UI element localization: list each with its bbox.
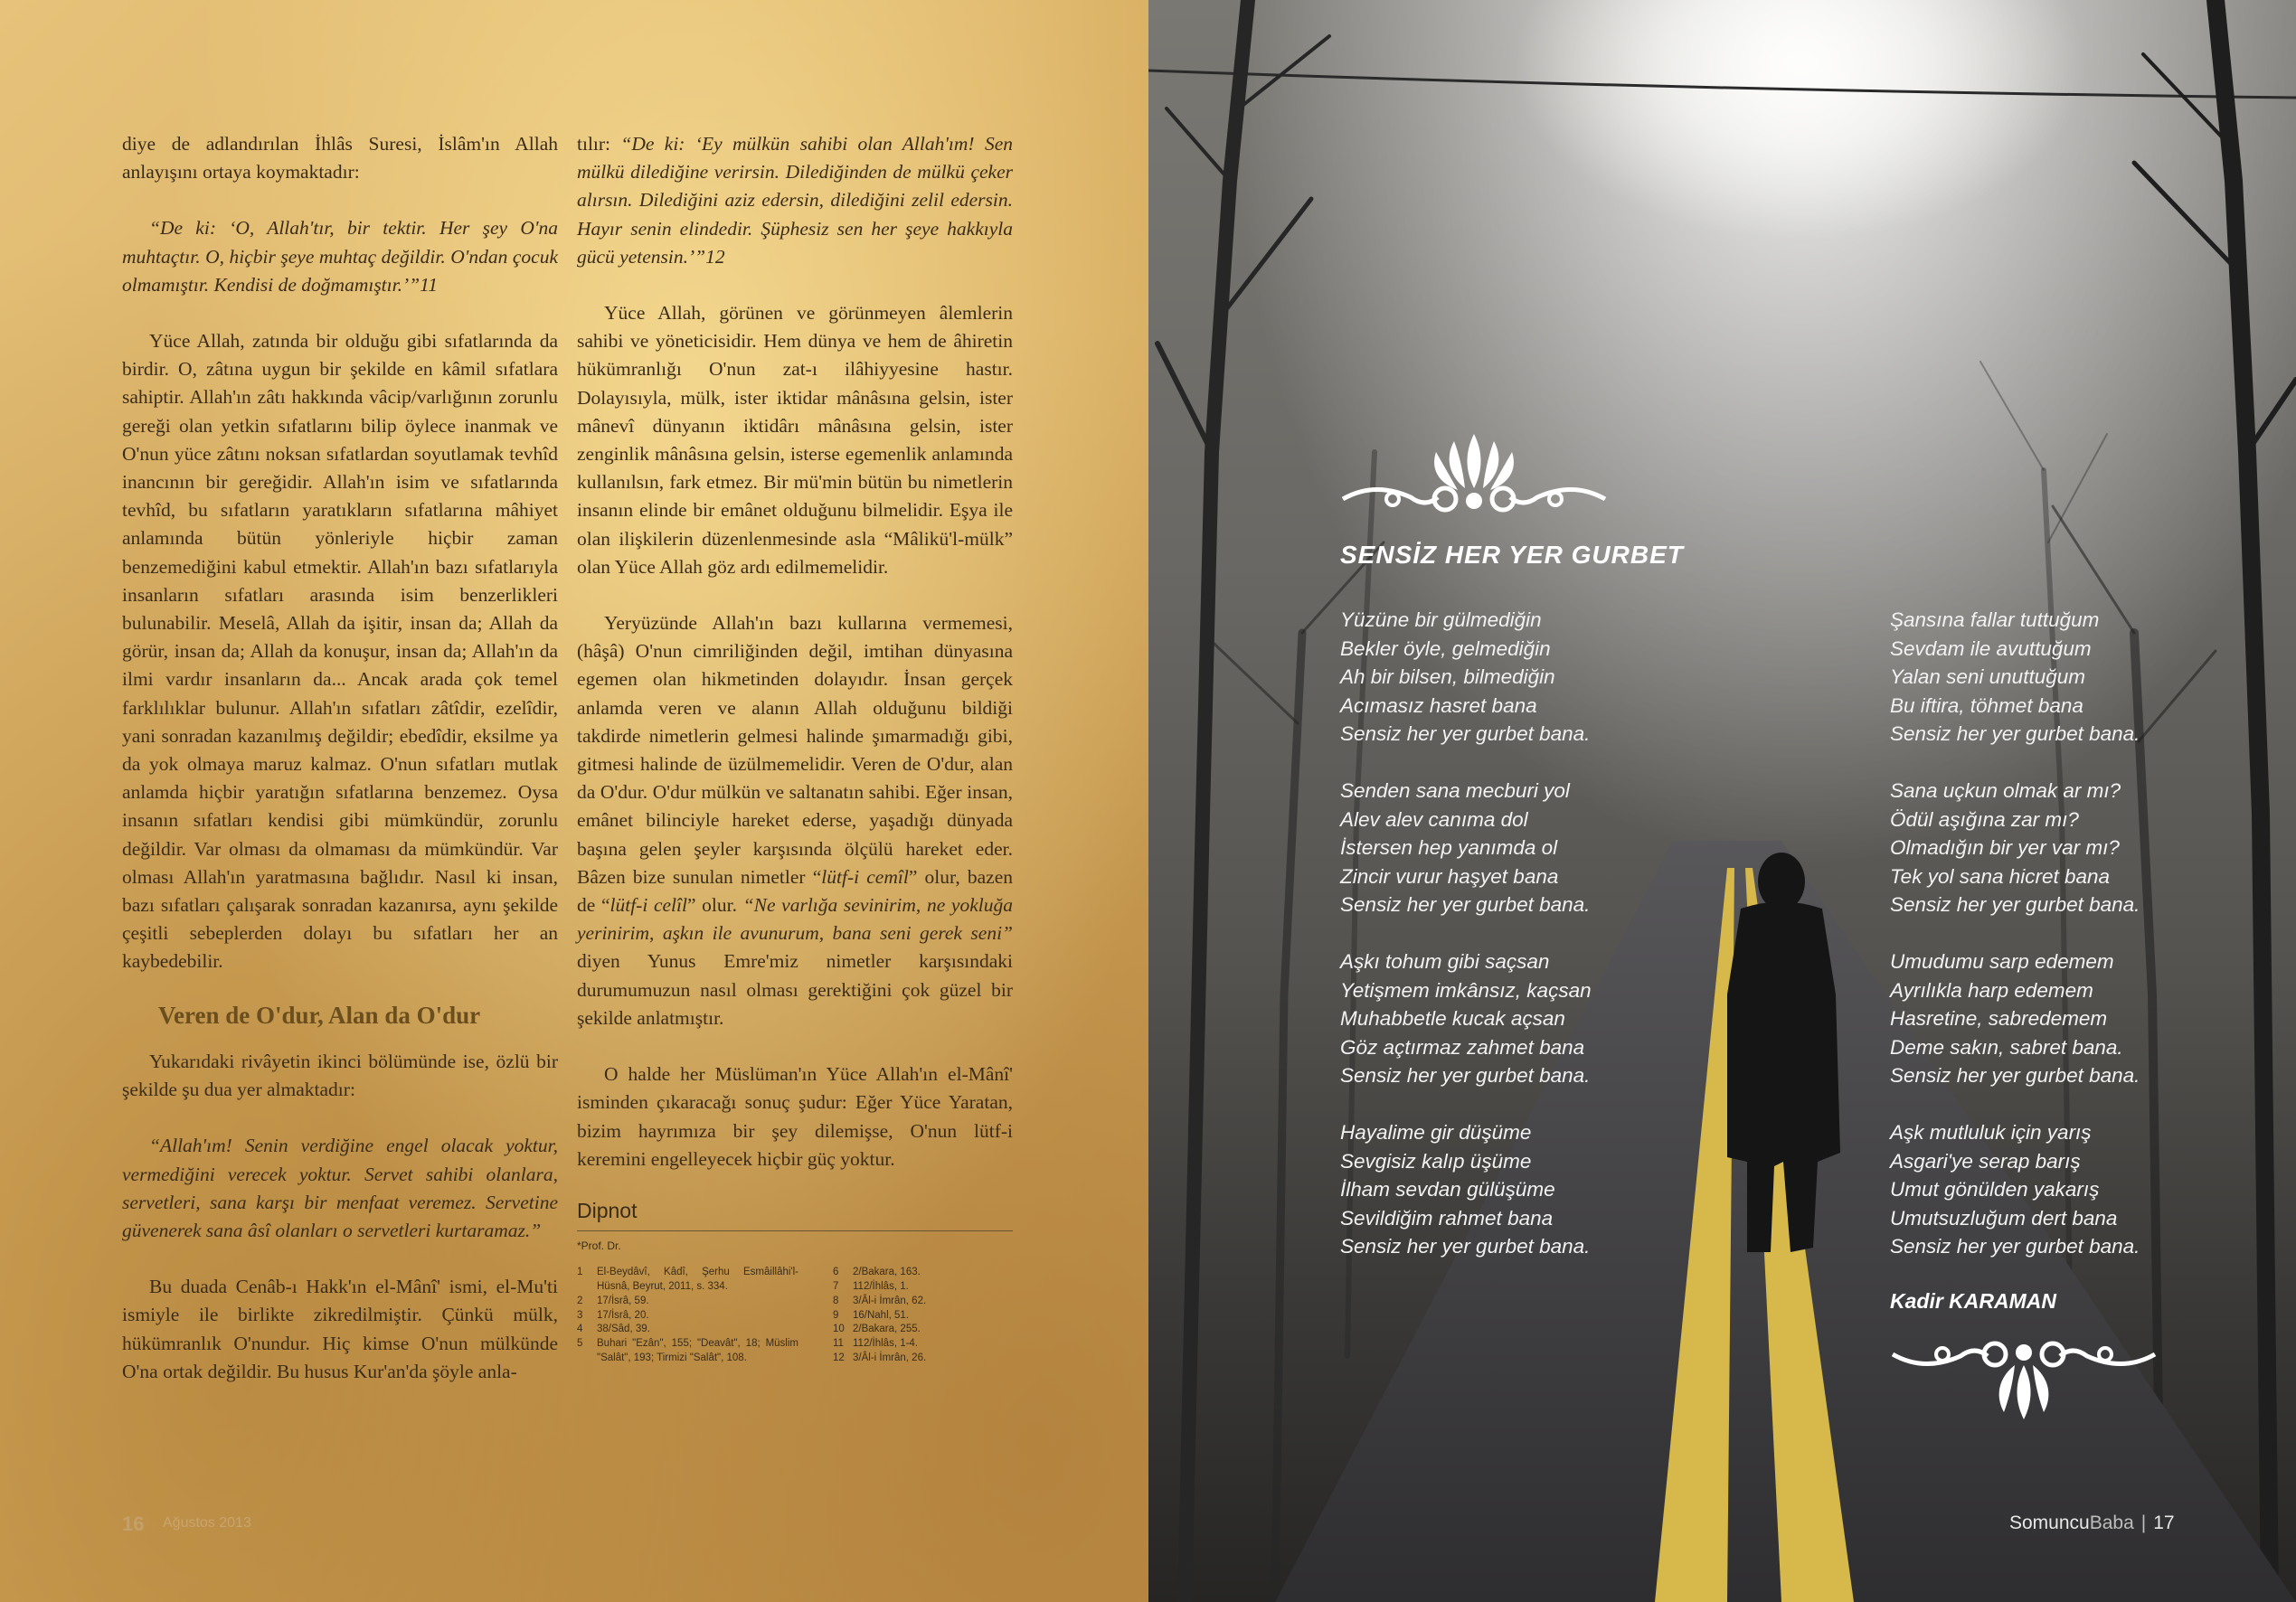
footnote-item bbox=[577, 1309, 798, 1324]
footnote-text: 17/İsrâ, 59. bbox=[597, 1295, 649, 1306]
text-run: tılır: bbox=[577, 133, 621, 155]
quote-yunus-emre: “Ne varlığa sevinirim, ne yokluğa yerinirim, aşkın ile avunurum, bana seni gerek seni” bbox=[577, 894, 1013, 945]
footnote-number: 1 bbox=[577, 1267, 583, 1278]
poem-stanza bbox=[1890, 777, 2140, 919]
footnote-text: 16/Nahl, 51. bbox=[853, 1309, 910, 1321]
poem-title: SENSİZ HER YER GURBET bbox=[1340, 541, 1684, 569]
text-run: lütf-i celîl bbox=[609, 894, 687, 917]
page-number: 16 bbox=[122, 1512, 145, 1535]
poem-column-2 bbox=[1890, 606, 2140, 1314]
poem-line: Göz açtırmaz zahmet bana bbox=[1340, 1035, 1585, 1059]
poem-line: Ayrılıkla harp edemem bbox=[1890, 978, 2093, 1002]
poem-line: Tek yol sana hicret bana bbox=[1890, 864, 2111, 888]
poem-stanzas bbox=[1890, 606, 2140, 1261]
poem-line: Olmadığın bir yer var mı? bbox=[1890, 836, 2120, 859]
footnote-item bbox=[833, 1266, 1014, 1280]
paragraph bbox=[577, 609, 1013, 1032]
text-run: ” olur, bazen de “ bbox=[577, 865, 1013, 917]
paragraph: Yüce Allah, zatında bir olduğu gibi sıfatlarında da birdir. O, zâtına uygun bir şekilde en kâmil sıfatlara sahiptir. Allah'ın zâtı hakkında vâcip/varlığının zorunlu gereği olan yetkin sıfatlarını bilip öylece inanmak ve O'nun yüce zâtını noksan sıfatlardan soyutlamak tevhîd inancının bir gereğidir. Allah'ın isim ve sıfatlarında tevhîd, bu sıfatların yaratıkların sıfatlarına mâhiyet anlamında bütün yönleriyle hiçbir zaman benzemediğini kabul etmektir. Allah'ın bazı sıfatlarıyla insanların sıfatları arasında isim benzerlikleri bulunabilir. Meselâ, Allah da işitir, insan da; Allah da görür, insan da; Allah da konuşur, insan da; Allah'ın da ilmi vardır insanların da... Ancak arada çok temel farklılıklar bulunur. Allah'ın sıfatları zâtîdir, ezelîdir, yani sonradan kazanılmış değildir; ebedîdir, eksilme ya da yok olmaya maruz kalmaz. O'nun sıfatları mutlak anlamda hiçbir yaratığın sıfatlarına benzemez. Oysa insanın sıfatları kendisi gibi mümkündür, zorunlu değildir. Var olması da olmaması da mümkündür. Var olması Allah'ın yaratmasına bağlıdır. Nasıl ki insan, bazı sıfatları çalışarak sonradan kazanırsa, aynı şekilde çeşitli sebeplerden dolayı bu sıfatları her an kaybedebilir. bbox=[122, 330, 558, 973]
footnote-text: 2/Bakara, 255. bbox=[853, 1324, 921, 1335]
poem-line: Sensiz her yer gurbet bana. bbox=[1890, 722, 2140, 745]
footnote-number: 10 bbox=[833, 1324, 845, 1335]
poem-line: Sensiz her yer gurbet bana. bbox=[1890, 893, 2140, 916]
footnote-number: 7 bbox=[833, 1280, 839, 1292]
footnote-number: 9 bbox=[833, 1309, 839, 1321]
poem-line: Zincir vurur haşyet bana bbox=[1340, 864, 1559, 888]
ornament-top bbox=[1338, 425, 1610, 515]
poem-line: Sensiz her yer gurbet bana. bbox=[1890, 1235, 2140, 1258]
footnote-item bbox=[833, 1337, 1014, 1352]
quote-ihlas: “De ki: ‘O, Allah'tır, bir tektir. Her şey O'na muhtaçtır. O, hiçbir şeye muhtaç değildir. O'ndan çocuk olmamıştır. Kendisi de doğmamıştır.’”11 bbox=[122, 217, 558, 296]
poem-line: Ah bir bilsen, bilmediğin bbox=[1340, 665, 1555, 688]
poem-line: Senden sana mecburi yol bbox=[1340, 779, 1570, 802]
poem-line: Deme sakın, sabret bana. bbox=[1890, 1035, 2123, 1059]
footnote-item bbox=[577, 1266, 798, 1295]
footnote-number: 8 bbox=[833, 1295, 839, 1306]
footnote-number: 11 bbox=[833, 1338, 844, 1350]
poem-stanza bbox=[1340, 947, 1592, 1090]
footnote-number: 5 bbox=[577, 1338, 583, 1350]
author-title-note: *Prof. Dr. bbox=[577, 1239, 621, 1253]
brand-somuncu: Somuncu bbox=[2009, 1512, 2090, 1533]
poem-line: Sevildiğim rahmet bana bbox=[1340, 1206, 1554, 1230]
footnote-item bbox=[577, 1295, 798, 1309]
poem-line: Muhabbetle kucak açsan bbox=[1340, 1007, 1565, 1030]
footnote-text: 38/Sâd, 39. bbox=[597, 1324, 650, 1335]
poem-line: İstersen hep yanımda ol bbox=[1340, 836, 1558, 859]
poem-line: Bu iftira, töhmet bana bbox=[1890, 693, 2083, 717]
poem-line: Asgari'ye serap barış bbox=[1890, 1149, 2081, 1173]
poem-line: Sensiz her yer gurbet bana. bbox=[1340, 893, 1591, 916]
text-run: lütf-i cemîl bbox=[821, 865, 909, 888]
footnote-text: 112/İhlâs, 1-4. bbox=[853, 1338, 919, 1350]
footnote-item bbox=[833, 1280, 1014, 1295]
poem-line: Sensiz her yer gurbet bana. bbox=[1340, 1064, 1591, 1087]
poem-line: Acımasız hasret bana bbox=[1340, 693, 1537, 717]
brand-baba: Baba bbox=[2089, 1512, 2134, 1533]
poem-stanza bbox=[1890, 947, 2140, 1090]
footnote-item bbox=[577, 1337, 798, 1366]
poem-line: Sevgisiz kalıp üşüme bbox=[1340, 1149, 1532, 1173]
poem-line: Umut gönülden yakarış bbox=[1890, 1178, 2100, 1201]
quote-dua: “Allah'ım! Senin verdiğine engel olacak yoktur, vermediğini verecek yoktur. Servet sahibi olanlara, servetleri, sana karşı bir menfaat veremez. Servetine güvenerek sana âsî olanları o servetleri kurtaramaz.” bbox=[122, 1135, 558, 1241]
footnote-text: 2/Bakara, 163. bbox=[853, 1267, 921, 1278]
poem-line: İlham sevdan gülüşüme bbox=[1340, 1178, 1555, 1201]
paragraph: Yüce Allah, görünen ve görünmeyen âlemlerin sahibi ve yöneticisidir. Hem dünya ve hem de âhiretin hükümranlığı O'nun zat-ı ilâhiyyesine hastır. Dolayısıyla, mülk, ister iktidar mânâsına gelsin, ister mânevî dünyanın iktidârı mânâsına gelsin, ister zenginlik mânâsına gelsin, isterse egemenlik anlamında kullanılsın, fark etmez. Bir mü'min bütün bu nimetlerin insanın elinde bir emânet olduğunu bilmelidir. Eşya ile olan ilişkilerin düzenlenmesinde asla “Mâlikü'l-mülk” olan Yüce Allah göz ardı edilmemelidir. bbox=[577, 302, 1013, 578]
poem-line: Sevdam ile avuttuğum bbox=[1890, 636, 2092, 660]
poem-line: Hasretine, sabredemem bbox=[1890, 1007, 2108, 1030]
paragraph: Bu duada Cenâb-ı Hakk'ın el-Mânî' ismi, el-Mu'ti ismiyle ile birlikte zikredilmiştir. Çünkü mülk, hükümranlık O'nundur. Hiç kimse O'nun mülkünde O'na ortak değildir. Bu husus Kur'an'da şöyle anla- bbox=[122, 1276, 558, 1382]
footnote-item bbox=[833, 1352, 1014, 1366]
footnote-list-right bbox=[833, 1266, 1014, 1366]
footnote-list-left bbox=[577, 1266, 798, 1366]
poem-stanza bbox=[1340, 777, 1592, 919]
paragraph bbox=[577, 130, 1013, 271]
issue-date: Ağustos 2013 bbox=[163, 1515, 251, 1531]
poem-stanza bbox=[1340, 1118, 1592, 1261]
footnote-number: 3 bbox=[577, 1309, 583, 1321]
footnote-item bbox=[833, 1323, 1014, 1337]
footnote-text: 3/Âl-i İmrân, 26. bbox=[853, 1352, 927, 1363]
poem-line: Hayalime gir düşüme bbox=[1340, 1121, 1532, 1144]
footnote-number: 12 bbox=[833, 1352, 845, 1363]
footnote-text: 3/Âl-i İmrân, 62. bbox=[853, 1295, 927, 1306]
footer-separator: | bbox=[2140, 1512, 2147, 1533]
footnote-text: Buhari "Ezân", 155; "Deavât", 18; Müslim "Salât", 193; Tirmizi "Salât", 108. bbox=[597, 1338, 798, 1363]
poem-stanza bbox=[1890, 606, 2140, 749]
page-number: 17 bbox=[2153, 1512, 2175, 1533]
footnote-text: El-Beydâvî, Kâdî, Şerhu Esmâillâhi'l-Hüsnâ, Beyrut, 2011, s. 334. bbox=[597, 1267, 798, 1292]
poem-line: Yalan seni unuttuğum bbox=[1890, 665, 2085, 688]
footnote-number: 4 bbox=[577, 1324, 583, 1335]
footnote-item bbox=[833, 1309, 1014, 1324]
text-run: diyen Yunus Emre'miz nimetler karşısındaki durumumuzun nasıl olması gerektiğini çok güzel bir şekilde anlatmıştır. bbox=[577, 950, 1013, 1029]
poem-line: Ödül aşığına zar mı? bbox=[1890, 807, 2079, 831]
poem-column-1 bbox=[1340, 606, 1592, 1289]
paragraph: Yukarıdaki rivâyetin ikinci bölümünde ise, özlü bir şekilde şu dua yer almaktadır: bbox=[122, 1050, 558, 1101]
page-footer bbox=[2009, 1512, 2175, 1534]
right-page bbox=[1148, 0, 2296, 1602]
footnote-item bbox=[833, 1295, 1014, 1309]
poem-stanza bbox=[1890, 1118, 2140, 1261]
text-run: ” olur. bbox=[686, 894, 743, 917]
poem-line: Yüzüne bir gülmediğin bbox=[1340, 608, 1542, 631]
text-run: Yeryüzünde Allah'ın bazı kullarına vermemesi, (hâşâ) O'nun cimriliğinden değil, imtihan dünyasına egemen olan hikmetinden dolayıdır. İnsan gerçek anlamda veren ve alanın Allah olduğunu bildiği takdirde nimetlerin gelmesi halinde şımarmadığı gibi, gitmesi halinde de üzülmemelidir. Veren de O'dur, alan da O'dur. O'dur mülkün ve saltanatın sahibi. Eğer insan, emânet bilinciyle hareket ederse, yaşadığı dünyada başına gelen şeyler karşısında ölçülü hareket eder. Bâzen bize sunulan nimetler “ bbox=[577, 612, 1013, 888]
poem-line: Aşk mutluluk için yarış bbox=[1890, 1121, 2092, 1144]
footnote-text: 112/İhlâs, 1. bbox=[853, 1280, 909, 1292]
poem-author: Kadir KARAMAN bbox=[1890, 1289, 2056, 1313]
poem-stanza bbox=[1340, 606, 1592, 749]
text-column-1 bbox=[122, 130, 558, 1386]
quote-al-imran: “De ki: ‘Ey mülkün sahibi olan Allah'ım! Sen mülkü dilediğine verirsin. Dilediğinden de mülkü çeker alırsın. Dilediğini aziz edersin, dilediğini zelil edersin. Hayır senin elindedir. Şüphesiz sen her şeye hakkıyla gücü yetensin.’”12 bbox=[577, 133, 1013, 268]
text-column-2 bbox=[577, 130, 1013, 1410]
paragraph: O halde her Müslüman'ın Yüce Allah'ın el-Mânî' isminden çıkaracağı sonuç şudur: Eğer Yüce Yaratan, bizim hayrımıza bir şey dilemişse, O'nun lütf-i keremini engelleyecek hiçbir güç yoktur. bbox=[577, 1063, 1013, 1170]
poem-line: Umudumu sarp edemem bbox=[1890, 950, 2114, 973]
section-heading: Veren de O'dur, Alan da O'dur bbox=[158, 1001, 481, 1029]
footnotes-heading: Dipnot bbox=[577, 1197, 1013, 1231]
paragraph: diye de adlandırılan İhlâs Suresi, İslâm'ın Allah anlayışını ortaya koymaktadır: bbox=[122, 133, 558, 184]
poem-line: Aşkı tohum gibi saçsan bbox=[1340, 950, 1550, 973]
footnotes bbox=[577, 1266, 1013, 1410]
poem-line: Yetişmem imkânsız, kaçsan bbox=[1340, 978, 1592, 1002]
ornament-bottom bbox=[1888, 1338, 2159, 1428]
footnote-item bbox=[577, 1323, 798, 1337]
poem-line: Sensiz her yer gurbet bana. bbox=[1340, 722, 1591, 745]
poem-line: Bekler öyle, gelmediğin bbox=[1340, 636, 1551, 660]
poem-line: Sensiz her yer gurbet bana. bbox=[1340, 1235, 1591, 1258]
footnote-number: 2 bbox=[577, 1295, 583, 1306]
poem-line: Şansına fallar tuttuğum bbox=[1890, 608, 2100, 631]
poem-line: Alev alev canıma dol bbox=[1340, 807, 1528, 831]
footnote-number: 6 bbox=[833, 1267, 839, 1278]
poem-line: Umutsuzluğum dert bana bbox=[1890, 1206, 2118, 1230]
footnote-text: 17/İsrâ, 20. bbox=[597, 1309, 649, 1321]
poem-line: Sensiz her yer gurbet bana. bbox=[1890, 1064, 2140, 1087]
poem-line: Sana uçkun olmak ar mı? bbox=[1890, 779, 2121, 802]
